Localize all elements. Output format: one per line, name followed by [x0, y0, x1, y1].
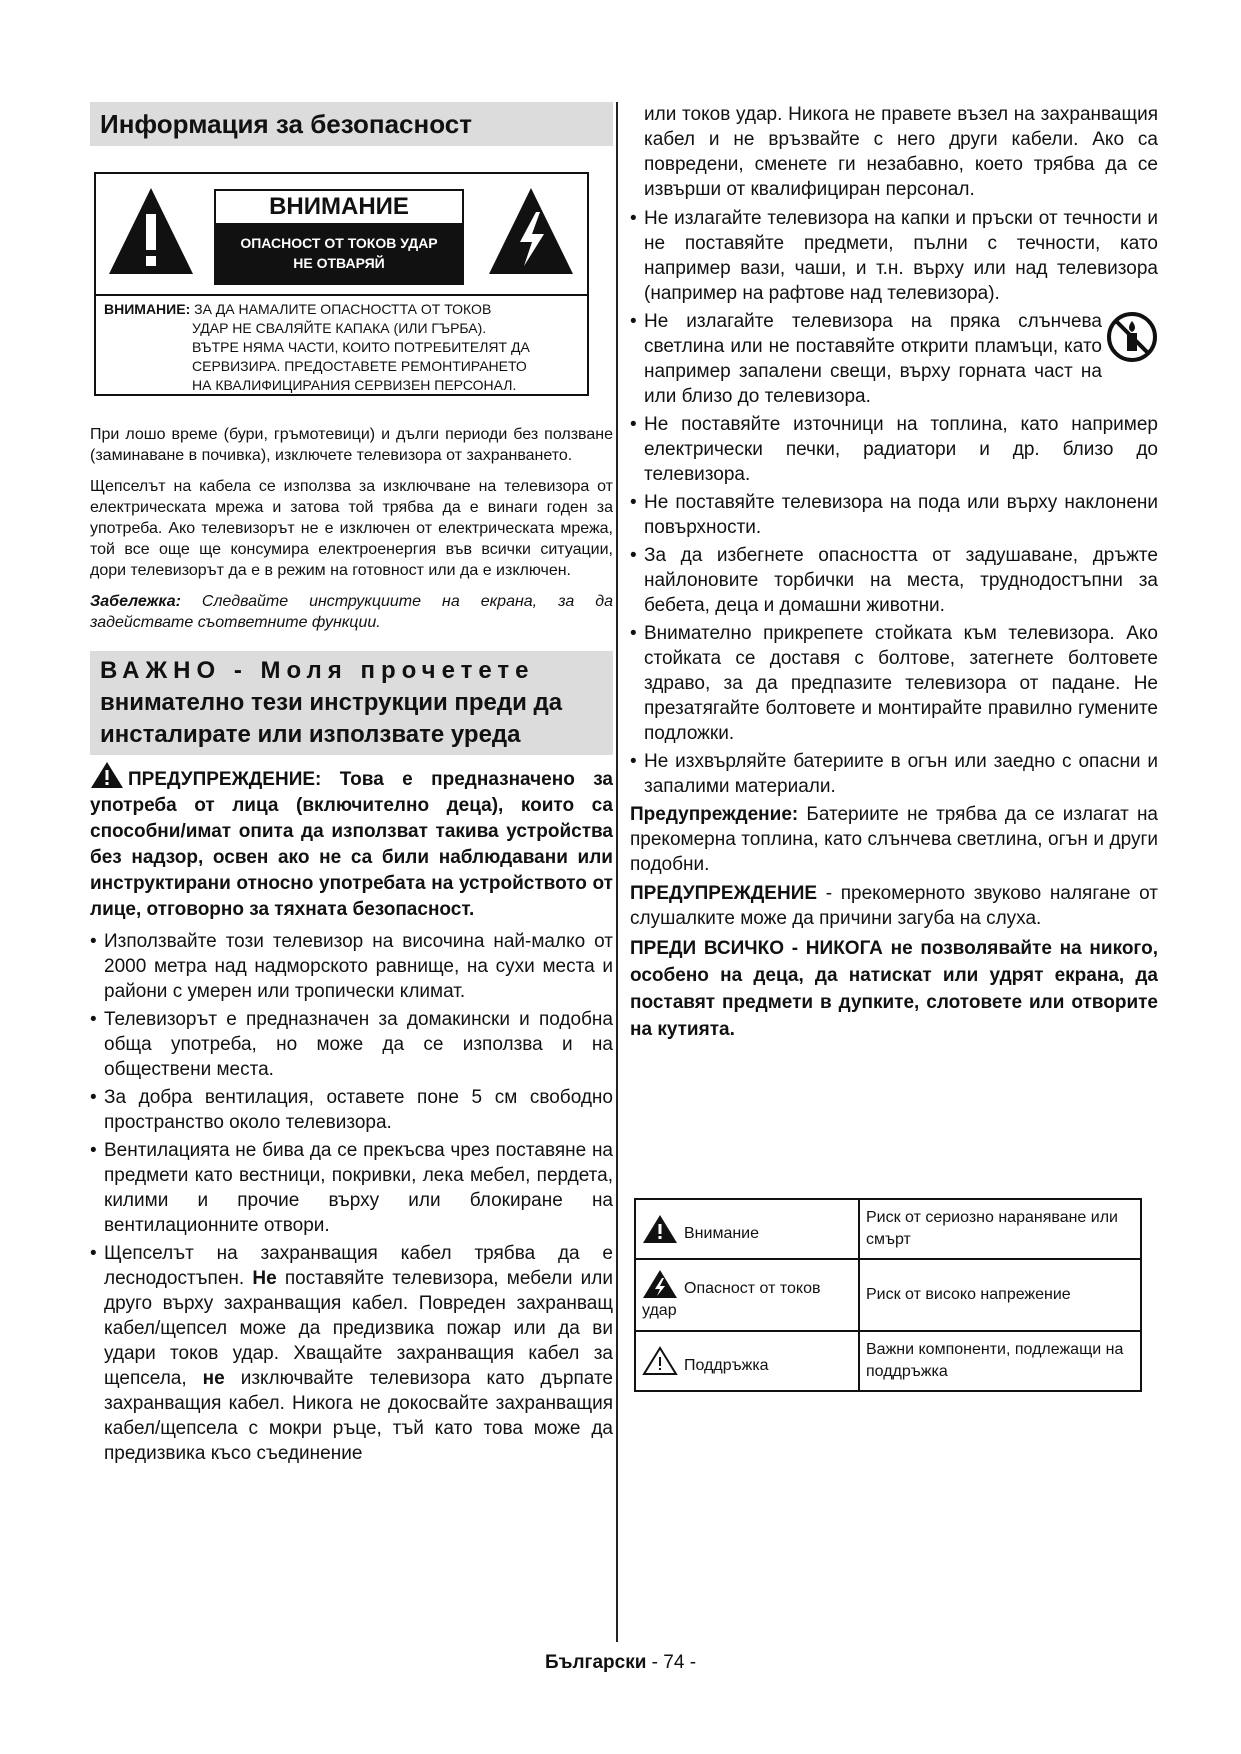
exclamation-triangle-icon	[106, 184, 196, 279]
legend-desc: Риск от високо напрежение	[859, 1259, 1141, 1331]
caution-lead: ВНИМАНИЕ:	[104, 301, 191, 317]
plug-text-b: поставяйте телевизора, мебели или друго върху захранващия кабел. Повреден захранващ кабел/щепсел може да предизвика пожар или да ви удари токов удар. Хващайте захранващия кабел за щепсела,	[104, 1268, 613, 1389]
list-item: • Не поставяйте телевизора на пода или върху наклонени повърхности.	[630, 490, 1158, 540]
plug-ne-1: Не	[252, 1268, 277, 1289]
warning-text: ПРЕДУПРЕЖДЕНИЕ: Това е предназначено за употреба от лица (включително деца), които са способни/имат опита да използват такива устройства без надзор, освен ако не са били наблюдавани или инструктирани относно употребата на устройството от лице, отговорно за тяхната безопасност.	[90, 769, 613, 920]
plug-ne-2: не	[202, 1368, 225, 1389]
note-text: Следвайте инструкциите на екрана, за да задействате съответните функции.	[90, 593, 613, 631]
caution-text	[104, 300, 574, 395]
caution-line-3: ВЪТРЕ НЯМА ЧАСТИ, КОИТО ПОТРЕБИТЕЛЯТ ДА	[192, 339, 530, 355]
list-item	[630, 309, 1158, 409]
table-row	[635, 1199, 1141, 1259]
left-column	[90, 102, 613, 1469]
important-rest: внимателно тези инструкции преди да инсталирате или използвате уреда	[100, 689, 563, 748]
list-item: • Не изхвърляйте батериите в огън или заедно с опасни и запалими материали.	[630, 749, 1158, 799]
right-column	[630, 102, 1158, 1043]
battery-label: Предупреждение:	[630, 804, 799, 825]
list-item: • Вентилацията не бива да се прекъсва чрез поставяне на предмети като вестници, покривки, лека мебел, пердета, килими и прочие върху или блокиране на вентилационните отвори.	[90, 1138, 613, 1238]
caution-label-box	[94, 172, 589, 396]
caution-header	[96, 174, 587, 296]
battery-text: Батериите не трябва да се излагат на прекомерна топлина, като слънчева светлина, огън и други подобни.	[630, 804, 1159, 875]
legend-label: Поддръжка	[684, 1356, 769, 1374]
page-number: - 74 -	[651, 1652, 697, 1673]
sound-warning	[630, 881, 1158, 931]
sound-text: - прекомерното звуково налягане от слушалките може да причини загуба на слуха.	[630, 883, 1158, 929]
screen-warning-text: не позволявайте на никого, особено на деца, да натискат или удрят екрана, да поставят предмети в дупките, слотовете или отворите на кутията.	[630, 938, 1158, 1040]
lightning-triangle-icon	[642, 1269, 678, 1299]
list-item: • За добра вентилация, оставете поне 5 см свободно пространство около телевизора.	[90, 1085, 613, 1135]
plug-text-c: изключвайте телевизора като дърпате захранващия кабел. Никога не докосвайте захранващия кабел/щепсела с мокри ръце, тъй като това може да предизвика късо съединение	[104, 1368, 613, 1464]
sound-label: ПРЕДУПРЕЖДЕНИЕ	[630, 883, 818, 904]
battery-warning	[630, 802, 1158, 877]
screen-warning-lead: ПРЕДИ ВСИЧКО - НИКОГА	[630, 938, 883, 959]
note-paragraph	[90, 591, 613, 633]
legend-desc: Важни компоненти, подлежащи на поддръжка	[859, 1331, 1141, 1391]
list-item	[90, 1241, 613, 1466]
list-item: • Внимателно прикрепете стойката към телевизора. Ако стойката се доставя с болтове, затегнете болтовете здраво, за да предпазите телевизора от падане. Не презатягайте болтовете и монтирайте правилно гумените подложки.	[630, 621, 1158, 746]
caution-heading: ВНИМАНИЕ	[216, 191, 462, 223]
caution-sub-line-1: ОПАСНОСТ ОТ ТОКОВ УДАР	[240, 235, 438, 251]
no-candle-icon	[1106, 311, 1158, 363]
caution-title-box	[214, 189, 464, 285]
legend-label: Внимание	[684, 1224, 760, 1242]
page-footer	[0, 1652, 1241, 1674]
table-row	[635, 1331, 1141, 1391]
footer-language: Български	[544, 1652, 647, 1673]
list-item: • Не поставяйте източници на топлина, като например електрически печки, радиатори и др. близо до телевизора.	[630, 412, 1158, 487]
page-title: Информация за безопасност	[90, 102, 613, 146]
list-item: • Използвайте този телевизор на височина най-малко от 2000 метра над надморското равнище, на сухи места и райони с умерен или тропически климат.	[90, 929, 613, 1004]
caution-sub-line-2: НЕ ОТВАРЯЙ	[293, 255, 385, 271]
caution-subtitle	[216, 223, 462, 283]
list-item: • Телевизорът е предназначен за домакински и подобна обща употреба, но може да се използва и на обществени места.	[90, 1007, 613, 1082]
table-row	[635, 1259, 1141, 1331]
caution-line-4: СЕРВИЗИРА. ПРЕДОСТАВЕТЕ РЕМОНТИРАНЕТО	[192, 358, 527, 374]
lightning-triangle-icon	[486, 184, 576, 279]
outline-warning-triangle-icon	[642, 1346, 678, 1376]
important-word: ВАЖНО - Моля прочетете	[100, 657, 535, 684]
legend-desc: Риск от сериозно нараняване или смърт	[859, 1199, 1141, 1259]
caution-line-2: УДАР НЕ СВАЛЯЙТЕ КАПАКА (ИЛИ ГЪРБА).	[192, 320, 487, 336]
screen-warning	[630, 935, 1158, 1043]
warning-triangle-icon	[642, 1214, 678, 1244]
plug-paragraph: Щепселът на кабела се използва за изключване на телевизора от електрическата мрежа и затова той трябва да е винаги годен за употреба. Ако телевизорът не е изключен от електрическата мрежа, той все още ще консумира електроенергия във всички ситуации, дори телевизорът да е в режим на готовност или да е изключен.	[90, 478, 613, 579]
left-bullet-list	[90, 929, 613, 1466]
list-item: • Не излагайте телевизора на капки и пръски от течности и не поставяйте предмети, пълни с течности, като например вази, чаши, и т.н. върху или над телевизора (например на рафтове над телевизора).	[630, 206, 1158, 306]
weather-paragraph: При лошо време (бури, гръмотевици) и дълги периоди без ползване (заминаване в почивка), изключете телевизора от захранването.	[90, 426, 613, 464]
caution-line-5: НА КВАЛИФИЦИРАНИЯ СЕРВИЗЕН ПЕРСОНАЛ.	[192, 377, 517, 393]
warning-triangle-icon	[90, 761, 124, 789]
sunlight-text: Не излагайте телевизора на пряка слънчева светлина или не поставяйте открити пламъци, като например запалени свещи, върху горната част на или близо до телевизора.	[644, 311, 1102, 407]
important-heading	[90, 651, 613, 755]
column-divider	[616, 102, 618, 1642]
continued-paragraph: или токов удар. Никога не правете възел на захранващия кабел и не връзвайте с него други кабели. Ако са повредени, сменете ги незабавно, което трябва да се извърши от квалифициран персонал.	[644, 104, 1158, 200]
symbol-legend-table	[634, 1198, 1142, 1392]
caution-line-1: ЗА ДА НАМАЛИТЕ ОПАСНОСТТА ОТ ТОКОВ	[194, 301, 492, 317]
right-bullet-list	[630, 206, 1158, 799]
list-item: • За да избегнете опасността от задушаване, дръжте найлоновите торбички на места, труднодостъпни за бебета, деца и домашни животни.	[630, 543, 1158, 618]
note-label: Забележка:	[90, 593, 181, 610]
plug-text-a: Щепселът на захранващия кабел трябва да е леснодостъпен.	[104, 1243, 613, 1289]
warning-paragraph	[90, 761, 613, 923]
legend-label: Опасност от токов удар	[642, 1279, 821, 1319]
